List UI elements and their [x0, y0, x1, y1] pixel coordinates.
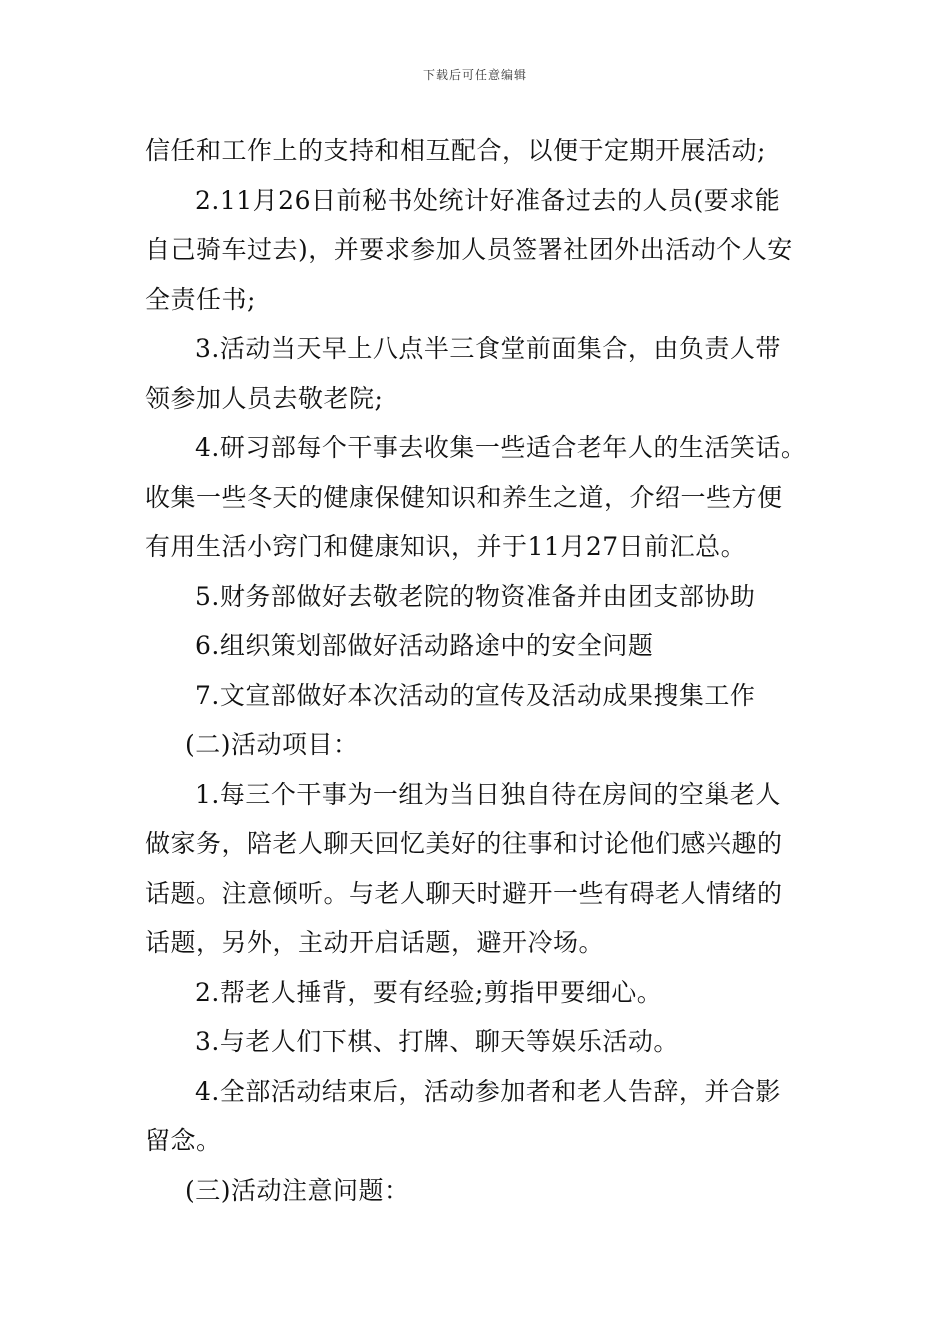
paragraph-line: 信任和工作上的支持和相互配合，以便于定期开展活动;: [145, 136, 766, 165]
paragraph-line: 4.全部活动结束后，活动参加者和老人告辞，并合影: [195, 1076, 781, 1106]
paragraph-line: 6.组织策划部做好活动路途中的安全问题: [195, 631, 654, 660]
paragraph-line: 自己骑车过去)，并要求参加人员签署社团外出活动个人安: [145, 235, 793, 264]
paragraph-line: 3.活动当天早上八点半三食堂前面集合，由负责人带: [195, 334, 781, 363]
paragraph-line: 4.研习部每个干事去收集一些适合老年人的生活笑话。: [195, 433, 807, 462]
section-heading: (二)活动项目：: [185, 730, 359, 759]
paragraph-line: 2.帮老人捶背，要有经验;剪指甲要细心。: [195, 977, 663, 1007]
paragraph-line: 有用生活小窍门和健康知识，并于11月27日前汇总。: [145, 532, 747, 561]
document-body: [145, 126, 817, 1215]
paragraph-line: 7.文宣部做好本次活动的宣传及活动成果搜集工作: [195, 680, 756, 710]
paragraph-line: 2.11月26日前秘书处统计好准备过去的人员(要求能: [195, 185, 781, 215]
paragraph-line: 领参加人员去敬老院;: [145, 383, 384, 413]
paragraph-line: 全责任书;: [145, 284, 256, 314]
paragraph-line: 话题。注意倾听。与老人聊天时避开一些有碍老人情绪的: [145, 878, 783, 908]
paragraph-line: 5.财务部做好去敬老院的物资准备并由团支部协助: [195, 581, 756, 611]
page-header-note: 下载后可任意编辑: [422, 68, 527, 82]
section-heading: (三)活动注意问题：: [185, 1175, 410, 1205]
paragraph-line: 留念。: [145, 1126, 222, 1155]
paragraph-line: 3.与老人们下棋、打牌、聊天等娱乐活动。: [195, 1027, 679, 1056]
paragraph-line: 话题，另外，主动开启话题，避开冷场。: [145, 928, 605, 957]
paragraph-line: 做家务，陪老人聊天回忆美好的往事和讨论他们感兴趣的: [145, 829, 783, 858]
paragraph-line: 1.每三个干事为一组为当日独自待在房间的空巢老人: [195, 779, 781, 809]
paragraph-line: 收集一些冬天的健康保健知识和养生之道，介绍一些方便: [145, 482, 783, 512]
